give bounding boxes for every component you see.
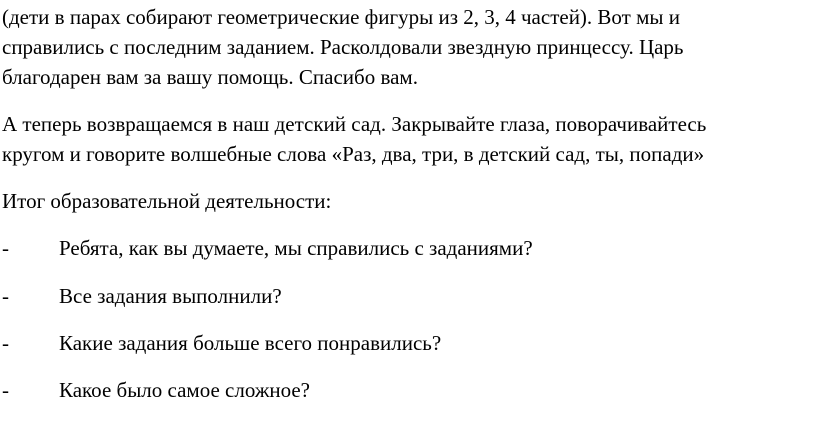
list-item-text: Какие задания больше всего понравились?	[59, 331, 442, 355]
paragraph-2-line-2: кругом и говорите волшебные слова «Раз, два, три, в детский сад, ты, попади»	[2, 142, 705, 166]
paragraph-1-line-1: (дети в парах собирают геометрические фигуры из 2, 3, 4 частей). Вот мы и	[2, 5, 680, 29]
list-item-text: Какое было самое сложное?	[59, 378, 310, 402]
paragraph-1-line-2: справились с последним заданием. Расколдовали звездную принцессу. Царь	[2, 35, 684, 59]
list-bullet: -	[2, 378, 9, 402]
list-bullet: -	[2, 236, 9, 260]
list-item-text: Все задания выполнили?	[59, 284, 282, 308]
list-bullet: -	[2, 331, 9, 355]
paragraph-1-line-3: благодарен вам за вашу помощь. Спасибо вам.	[2, 65, 418, 89]
summary-heading: Итог образовательной деятельности:	[2, 189, 332, 213]
list-bullet: -	[2, 284, 9, 308]
paragraph-2-line-1: А теперь возвращаемся в наш детский сад. Закрывайте глаза, поворачивайтесь	[2, 112, 707, 136]
list-item-text: Ребята, как вы думаете, мы справились с заданиями?	[59, 236, 533, 260]
